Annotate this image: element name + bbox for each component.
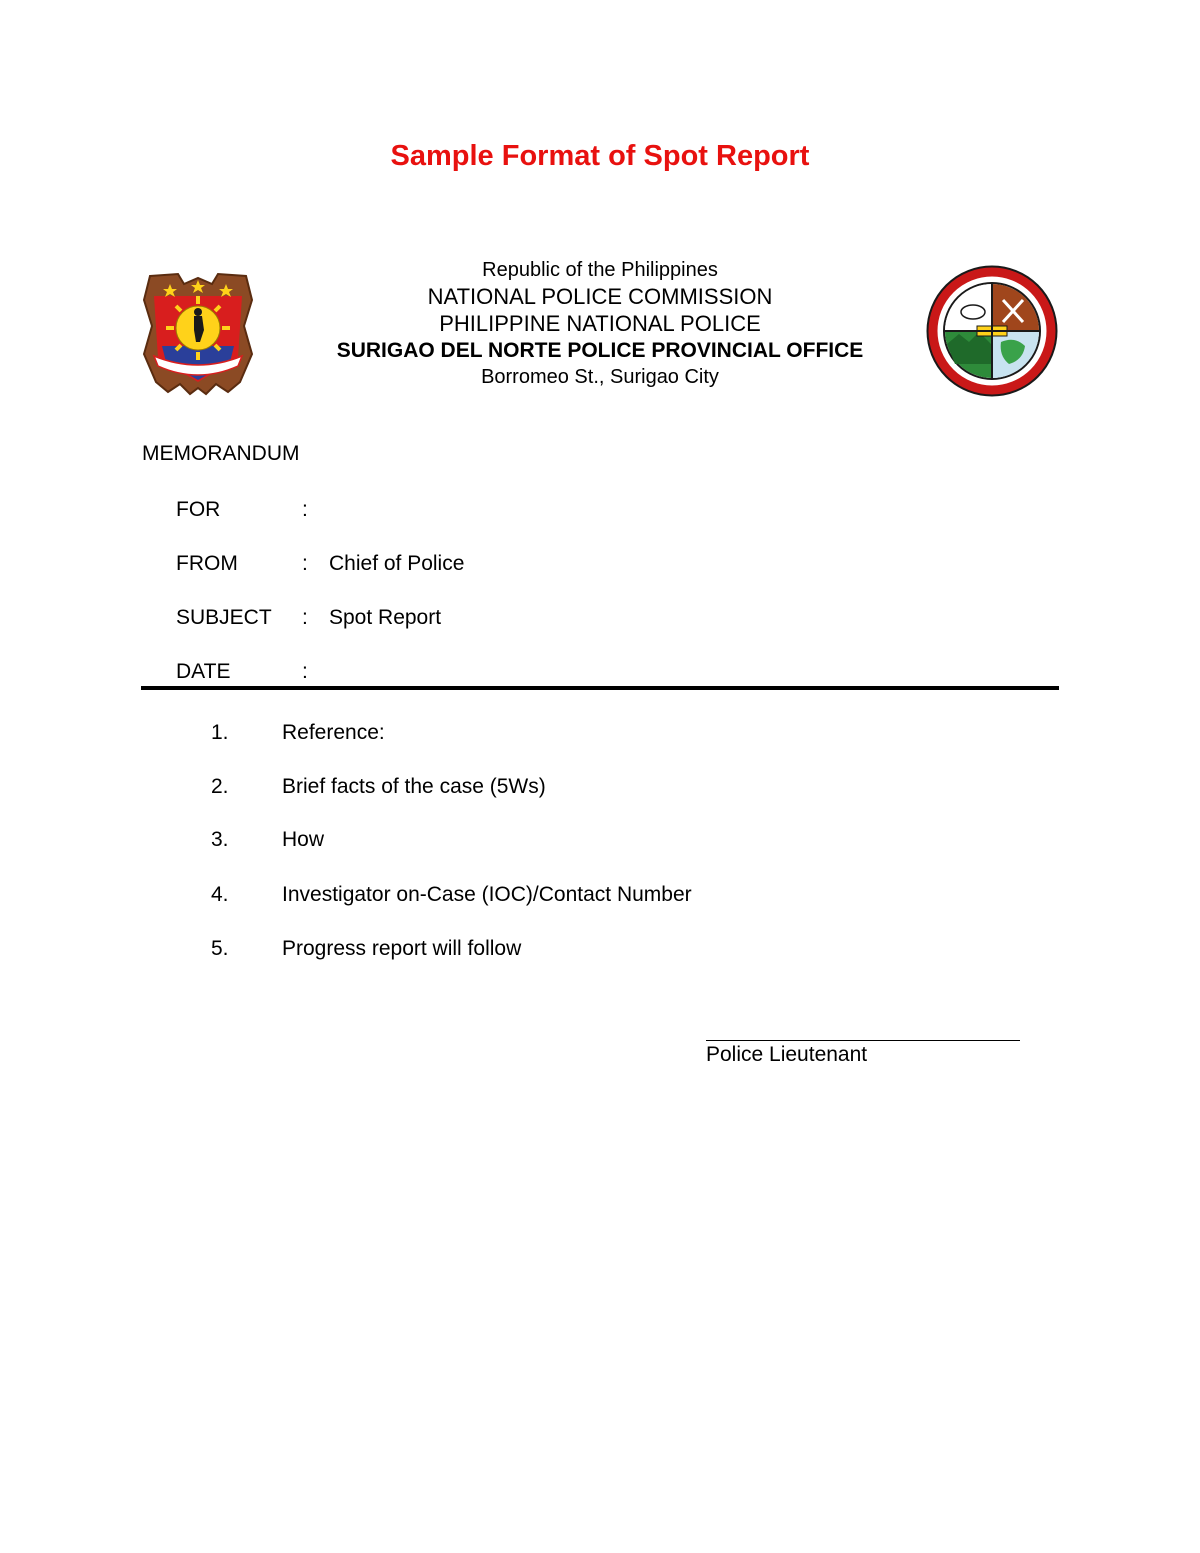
list-item-number: 2. (211, 775, 229, 798)
surigao-del-norte-ppo-seal-icon (925, 264, 1059, 398)
list-item-text: Brief facts of the case (5Ws) (282, 775, 546, 798)
list-item-number: 5. (211, 937, 229, 960)
list-item-number: 3. (211, 828, 229, 851)
memo-label-for: FOR (176, 498, 221, 521)
list-item-number: 4. (211, 883, 229, 906)
letterhead-republic: Republic of the Philippines (482, 259, 718, 281)
letterhead-office: SURIGAO DEL NORTE POLICE PROVINCIAL OFFICE (336, 339, 864, 362)
header-divider (141, 686, 1059, 690)
document-title: Sample Format of Spot Report (390, 140, 810, 172)
memo-label-subject: SUBJECT (176, 606, 272, 629)
list-item-text: Progress report will follow (282, 937, 522, 960)
memo-value-from: Chief of Police (329, 552, 465, 575)
memo-value-subject: Spot Report (329, 606, 442, 629)
memo-title: MEMORANDUM (142, 442, 300, 465)
memo-colon-from: : (302, 552, 308, 575)
list-item-text: How (282, 828, 325, 851)
letterhead-address: Borromeo St., Surigao City (481, 366, 719, 388)
letterhead-pnp: PHILIPPINE NATIONAL POLICE (439, 311, 761, 336)
memo-colon-subject: : (302, 606, 308, 629)
ppo-seal-fish (961, 305, 985, 319)
signature-line (706, 1040, 1020, 1041)
memo-colon-for: : (302, 498, 308, 521)
list-item-text: Investigator on-Case (IOC)/Contact Number (282, 883, 692, 906)
signature-rank: Police Lieutenant (706, 1043, 868, 1066)
memo-label-from: FROM (176, 552, 238, 575)
list-item-number: 1. (211, 721, 229, 744)
list-item-text: Reference: (282, 721, 385, 744)
memo-label-date: DATE (176, 660, 231, 683)
memo-colon-date: : (302, 660, 308, 683)
letterhead-napolcom: NATIONAL POLICE COMMISSION (427, 284, 773, 309)
